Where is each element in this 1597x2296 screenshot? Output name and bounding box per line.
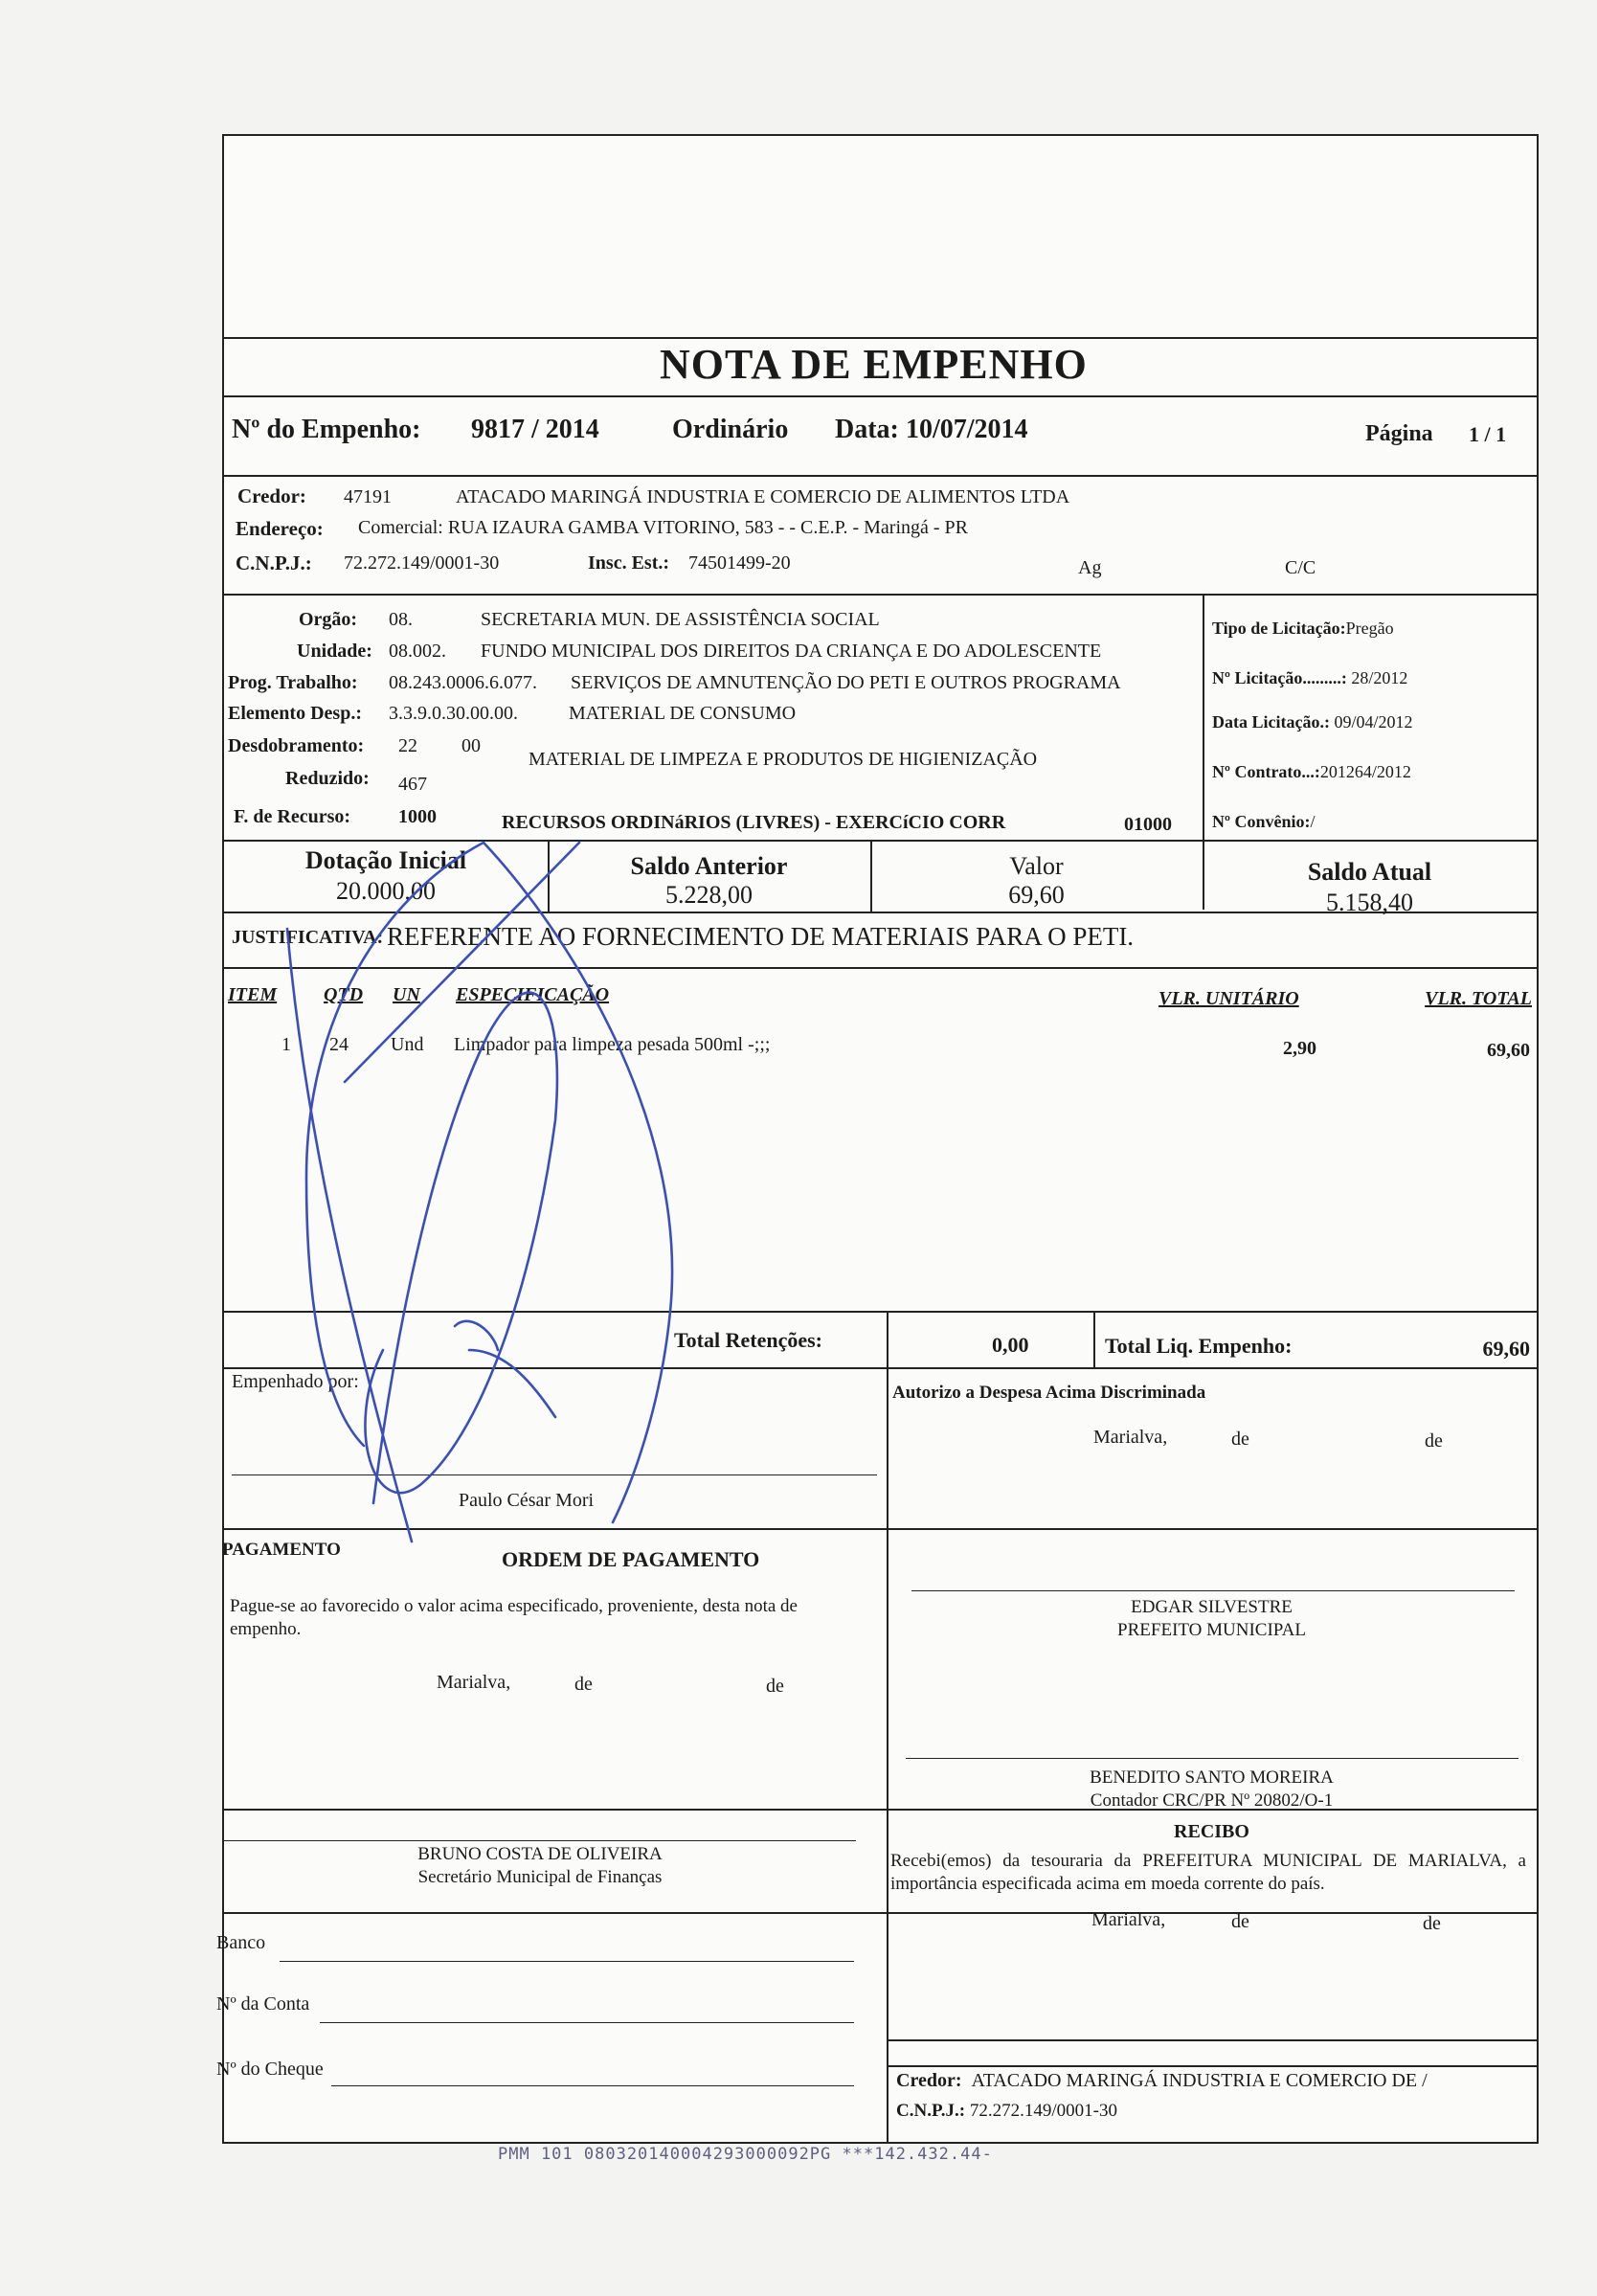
prefeito-role: PREFEITO MUNICIPAL xyxy=(1117,1620,1306,1640)
item-number: 1 xyxy=(281,1034,291,1055)
desdobramento-value: MATERIAL DE LIMPEZA E PRODUTOS DE HIGIENIZAÇÃO xyxy=(529,749,1038,770)
col-qtd: QTD xyxy=(324,984,364,1005)
licitacao-data: 09/04/2012 xyxy=(1334,712,1413,732)
document-title: NOTA DE EMPENHO xyxy=(660,341,1088,388)
pagamento-de-1: de xyxy=(574,1674,593,1695)
item-total-value: 69,60 xyxy=(1487,1040,1530,1061)
dotacao-value: 20.000,00 xyxy=(336,877,436,905)
page-number: 1 / 1 xyxy=(1469,422,1507,446)
reduzido-label: Reduzido: xyxy=(285,768,370,789)
endereco-label: Endereço: xyxy=(236,517,324,540)
item-un: Und xyxy=(391,1034,424,1055)
unidade-label: Unidade: xyxy=(297,641,372,662)
insc-value: 74501499-20 xyxy=(688,552,791,574)
insc-label: Insc. Est.: xyxy=(588,552,670,574)
credor-label: Credor: xyxy=(237,484,306,507)
retencoes-value: 0,00 xyxy=(992,1333,1029,1357)
licitacao-data-label: Data Licitação.: xyxy=(1212,712,1330,732)
orgao-label: Orgão: xyxy=(299,609,358,630)
empenho-type: Ordinário xyxy=(672,415,789,444)
convenio-value: / xyxy=(1310,812,1316,831)
prefeito-name: EDGAR SILVESTRE xyxy=(1131,1597,1293,1617)
recibo-de-1: de xyxy=(1231,1911,1249,1932)
banco-label: Banco xyxy=(216,1932,266,1953)
recibo-cnpj-value: 72.272.149/0001-30 xyxy=(969,2101,1117,2121)
mechanical-stamp-line: PMM 101 080320140004293000092PG ***142.432.44- xyxy=(498,2145,993,2164)
unidade-code: 08.002. xyxy=(389,641,446,662)
saldo-anterior-label: Saldo Anterior xyxy=(630,852,788,880)
empenho-date-label: Data: xyxy=(835,415,899,444)
contador-name: BENEDITO SANTO MOREIRA xyxy=(1090,1767,1334,1788)
cheque-label: Nº do Cheque xyxy=(216,2059,324,2080)
autorizo-text: Autorizo a Despesa Acima Discriminada xyxy=(892,1383,1206,1403)
col-un: UN xyxy=(393,984,420,1005)
prog-value: SERVIÇOS DE AMNUTENÇÃO DO PETI E OUTROS PROGRAMA xyxy=(571,672,1121,693)
desdobramento-sub: 00 xyxy=(461,735,481,756)
justificativa-text: REFERENTE AO FORNECIMENTO DE MATERIAIS PARA O PETI. xyxy=(387,922,1135,951)
cnpj-label: C.N.P.J.: xyxy=(236,551,312,574)
saldo-anterior-value: 5.228,00 xyxy=(665,881,753,909)
orgao-code: 08. xyxy=(389,609,413,630)
pagamento-text: Pague-se ao favorecido o valor acima especificado, proveniente, desta nota de empenho. xyxy=(230,1596,798,1639)
saldo-atual-value: 5.158,40 xyxy=(1326,889,1413,916)
contador-role: Contador CRC/PR Nº 20802/O-1 xyxy=(1090,1790,1334,1811)
pagamento-de-2: de xyxy=(766,1676,784,1697)
recibo-de-2: de xyxy=(1423,1913,1441,1934)
recibo-cnpj-label: C.N.P.J.: xyxy=(896,2101,966,2121)
recibo-credor-value: ATACADO MARINGÁ INDUSTRIA E COMERCIO DE / xyxy=(971,2070,1428,2091)
secretario-role: Secretário Municipal de Finanças xyxy=(417,1867,663,1887)
liquido-value: 69,60 xyxy=(1482,1337,1530,1361)
licitacao-num: 28/2012 xyxy=(1351,668,1408,687)
orgao-value: SECRETARIA MUN. DE ASSISTÊNCIA SOCIAL xyxy=(481,609,880,630)
empenho-number: 9817 / 2014 xyxy=(471,415,599,444)
credor-code: 47191 xyxy=(344,486,392,507)
recibo-title: RECIBO xyxy=(1174,1821,1249,1842)
valor-label: Valor xyxy=(1009,852,1064,880)
recurso-label: F. de Recurso: xyxy=(234,806,351,827)
col-especificacao: ESPECIFICAÇÃO xyxy=(456,984,610,1005)
item-qtd: 24 xyxy=(329,1034,349,1055)
autorizo-de-2: de xyxy=(1425,1430,1443,1452)
pagamento-place: Marialva, xyxy=(437,1672,511,1693)
col-item: ITEM xyxy=(228,984,278,1005)
endereco-value: Comercial: RUA IZAURA GAMBA VITORINO, 583 - - C.E.P. - Maringá - PR xyxy=(358,517,969,538)
autorizo-de-1: de xyxy=(1231,1429,1249,1450)
licitacao-num-label: Nº Licitação.........: xyxy=(1212,668,1347,687)
empenho-date: 10/07/2014 xyxy=(906,415,1028,444)
justificativa-label: JUSTIFICATIVA: xyxy=(232,927,384,948)
reduzido-value: 467 xyxy=(398,774,427,795)
item-spec: Limpador para limpeza pesada 500ml -;;; xyxy=(454,1034,771,1055)
recibo-text: Recebi(emos) da tesouraria da PREFEITURA MUNICIPAL DE MARIALVA, a importância especificada acima em moeda corrente do país. xyxy=(890,1851,1526,1894)
pagamento-label: PAGAMENTO xyxy=(222,1540,341,1560)
prog-label: Prog. Trabalho: xyxy=(228,672,358,693)
unidade-value: FUNDO MUNICIPAL DOS DIREITOS DA CRIANÇA E DO ADOLESCENTE xyxy=(481,641,1102,662)
elemento-value: MATERIAL DE CONSUMO xyxy=(569,703,797,724)
contrato-label: Nº Contrato...: xyxy=(1212,762,1320,781)
licitacao-tipo: Pregão xyxy=(1345,619,1394,638)
account-label: C/C xyxy=(1285,557,1316,578)
cnpj-value: 72.272.149/0001-30 xyxy=(344,552,500,574)
handwritten-signature xyxy=(249,814,709,1561)
recibo-credor-label: Credor: xyxy=(896,2070,962,2091)
recurso-code: 1000 xyxy=(398,806,437,827)
elemento-code: 3.3.9.0.30.00.00. xyxy=(389,703,518,724)
secretario-name: BRUNO COSTA DE OLIVEIRA xyxy=(417,1844,663,1864)
ordem-pagamento-title: ORDEM DE PAGAMENTO xyxy=(502,1547,760,1571)
col-vlr-unitario: VLR. UNITÁRIO xyxy=(1158,988,1299,1009)
recibo-place: Marialva, xyxy=(1091,1909,1166,1930)
dotacao-label: Dotação Inicial xyxy=(304,846,467,874)
recurso-number: 01000 xyxy=(1124,814,1172,835)
valor-value: 69,60 xyxy=(1008,881,1065,909)
desdobramento-label: Desdobramento: xyxy=(228,735,365,756)
agency-label: Ag xyxy=(1078,557,1102,578)
liquido-label: Total Liq. Empenho: xyxy=(1105,1334,1293,1358)
convenio-label: Nº Convênio: xyxy=(1212,812,1311,831)
autorizo-place: Marialva, xyxy=(1093,1427,1168,1448)
desdobramento-code: 22 xyxy=(398,735,417,756)
elemento-label: Elemento Desp.: xyxy=(228,703,362,724)
empenho-number-label: Nº do Empenho: xyxy=(232,415,421,444)
credor-name: ATACADO MARINGÁ INDUSTRIA E COMERCIO DE ALIMENTOS LTDA xyxy=(456,486,1070,507)
page-label: Página xyxy=(1365,421,1433,446)
recurso-value: RECURSOS ORDINáRIOS (LIVRES) - EXERCíCIO CORR xyxy=(502,812,1006,833)
empenhado-name: Paulo César Mori xyxy=(459,1490,595,1511)
conta-label: Nº da Conta xyxy=(216,1993,310,2015)
col-vlr-total: VLR. TOTAL xyxy=(1425,988,1532,1009)
item-unit-value: 2,90 xyxy=(1283,1038,1316,1059)
licitacao-tipo-label: Tipo de Licitação: xyxy=(1212,619,1346,638)
prog-code: 08.243.0006.6.077. xyxy=(389,672,537,693)
empenhado-label: Empenhado por: xyxy=(232,1371,359,1392)
saldo-atual-label: Saldo Atual xyxy=(1307,858,1432,886)
contrato-value: 201264/2012 xyxy=(1319,762,1411,781)
retencoes-label: Total Retenções: xyxy=(674,1328,822,1352)
